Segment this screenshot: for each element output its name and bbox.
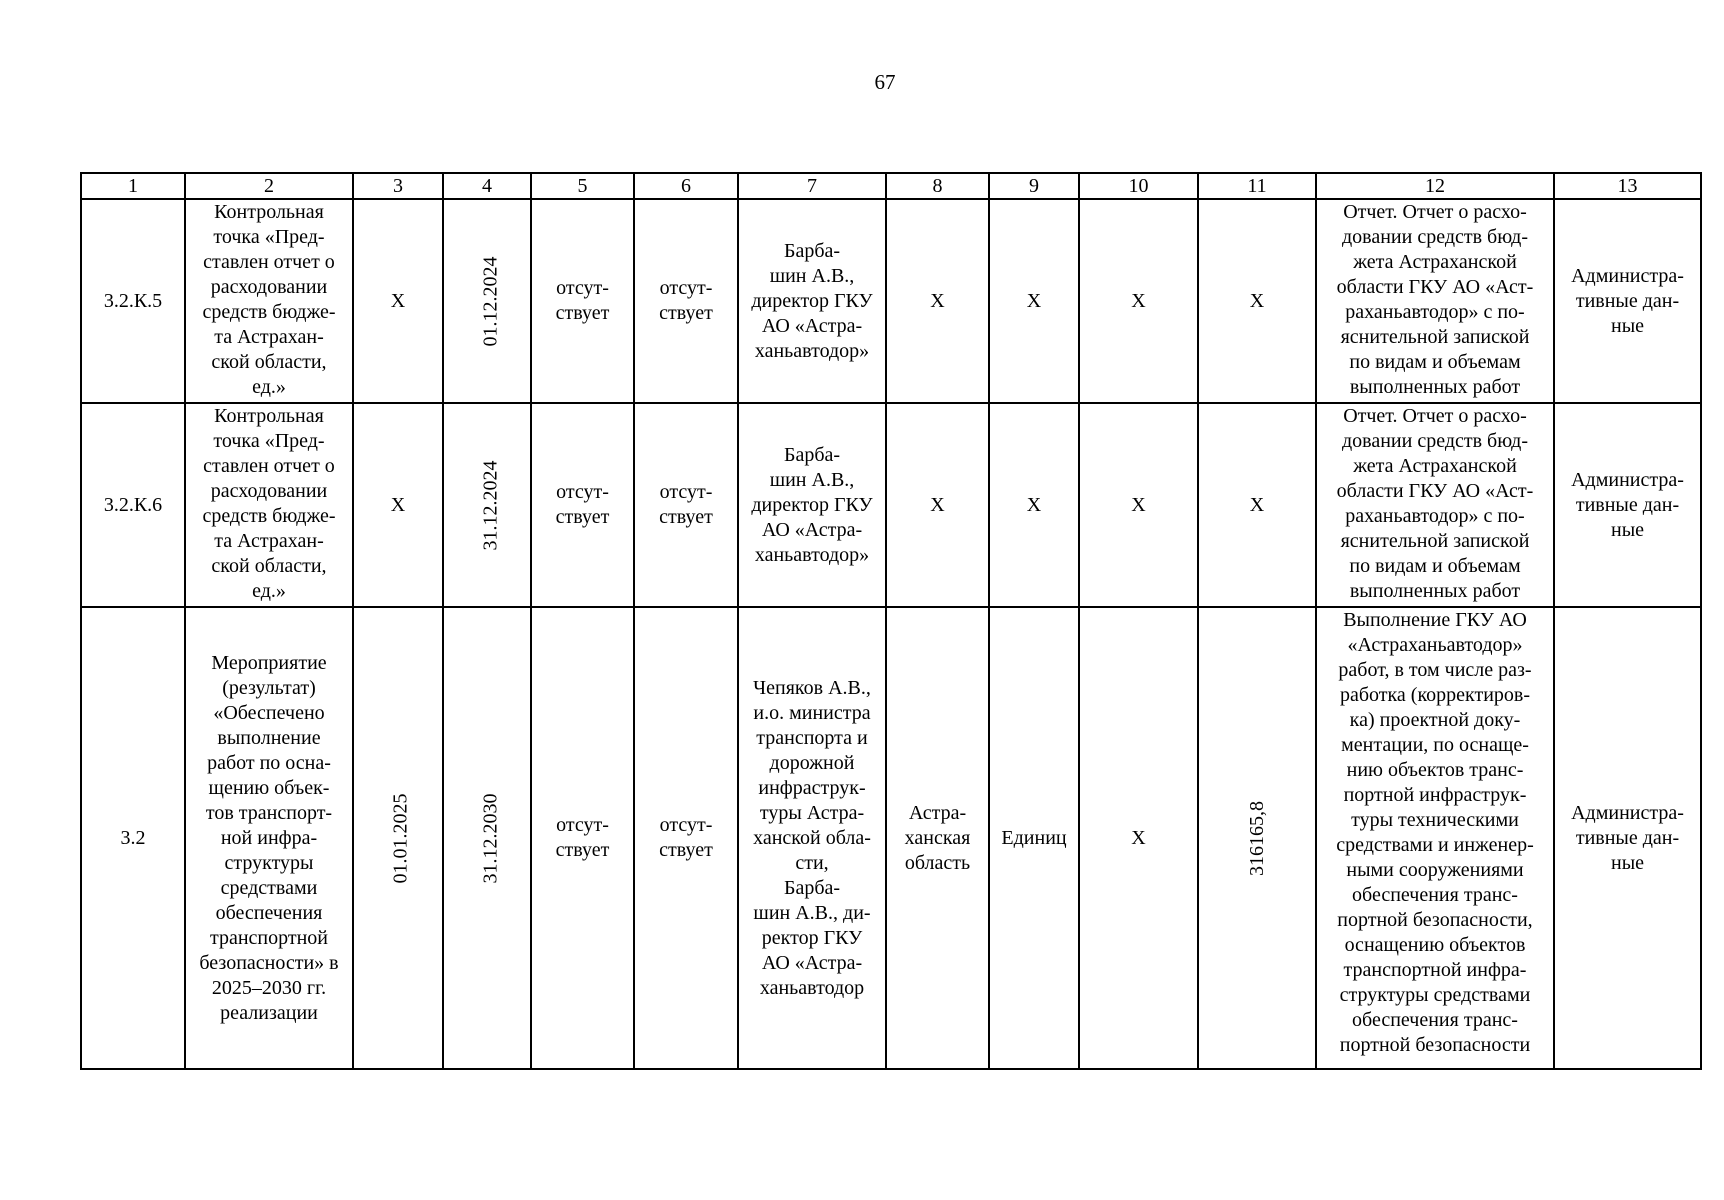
row-col11: X [1198, 199, 1316, 403]
row-col11: X [1198, 403, 1316, 607]
row-start: X [353, 403, 443, 607]
row-end-date: 01.12.2024 [479, 256, 502, 346]
table-row [81, 607, 1701, 1069]
row-col5: отсут- ствует [531, 403, 634, 607]
row-responsible: Чепяков А.В., и.о. министра транспорта и дорожной инфраструк- туры Астра- ханской обла- сти, Барба- шин А.В., ди- ректор ГКУ АО «Астра- ханьавтодор [738, 607, 886, 1069]
row-source: Администра- тивные дан- ные [1554, 199, 1701, 403]
row-col9: X [989, 199, 1079, 403]
row-id: 3.2 [81, 607, 185, 1069]
row-description: Выполнение ГКУ АО «Астраханьавтодор» работ, в том числе раз- работка (корректиров- ка) проектной доку- ментации, по оснаще- нию объектов транс- портной инфраструк- туры техническими средствами и инженер- ными сооружениями обеспечения транс- портной безопасности, оснащению объектов транспортной инфра- структуры средствами обеспечения транс- портной безопасности [1316, 607, 1554, 1069]
column-header: 6 [634, 173, 738, 199]
column-header: 9 [989, 173, 1079, 199]
row-id: 3.2.К.6 [81, 403, 185, 607]
document-table [80, 172, 1702, 1070]
row-source: Администра- тивные дан- ные [1554, 607, 1701, 1069]
row-col5: отсут- ствует [531, 607, 634, 1069]
row-col5: отсут- ствует [531, 199, 634, 403]
row-name: Мероприятие (результат) «Обеспечено выполнение работ по осна- щению объек- тов транспорт- ной инфра- структуры средствами обеспечения транспортной безопасности» в 2025–2030 гг. реализации [185, 607, 353, 1069]
column-header: 4 [443, 173, 531, 199]
row-end-date: 31.12.2030 [479, 793, 502, 883]
table-row [81, 199, 1701, 403]
row-name: Контрольная точка «Пред- ставлен отчет о расходовании средств бюдже- та Астрахан- ской области, ед.» [185, 199, 353, 403]
column-header: 3 [353, 173, 443, 199]
row-name: Контрольная точка «Пред- ставлен отчет о расходовании средств бюдже- та Астрахан- ской области, ед.» [185, 403, 353, 607]
row-start-date: 01.01.2025 [389, 793, 412, 883]
row-end-cell [443, 607, 531, 1069]
row-end-cell [443, 199, 531, 403]
column-header: 5 [531, 173, 634, 199]
column-header: 13 [1554, 173, 1701, 199]
column-header: 10 [1079, 173, 1198, 199]
row-col10: X [1079, 199, 1198, 403]
page-number: 67 [874, 70, 896, 94]
row-source: Администра- тивные дан- ные [1554, 403, 1701, 607]
row-end-cell [443, 403, 531, 607]
row-col6: отсут- ствует [634, 199, 738, 403]
row-col8: Астра- ханская область [886, 607, 989, 1069]
row-responsible: Барба- шин А.В., директор ГКУ АО «Астра- ханьавтодор» [738, 403, 886, 607]
column-header: 8 [886, 173, 989, 199]
row-col10: X [1079, 403, 1198, 607]
row-col8: X [886, 199, 989, 403]
row-start: X [353, 199, 443, 403]
column-header: 7 [738, 173, 886, 199]
row-responsible: Барба- шин А.В., директор ГКУ АО «Астра- ханьавтодор» [738, 199, 886, 403]
column-header: 12 [1316, 173, 1554, 199]
row-end-date: 31.12.2024 [479, 460, 502, 550]
header-row [81, 173, 1701, 199]
row-col9: X [989, 403, 1079, 607]
row-col9: Единиц [989, 607, 1079, 1069]
row-col11: 316165,8 [1245, 800, 1268, 876]
column-header: 11 [1198, 173, 1316, 199]
row-col11-cell [1198, 607, 1316, 1069]
row-start-cell [353, 607, 443, 1069]
column-header: 2 [185, 173, 353, 199]
row-col10: X [1079, 607, 1198, 1069]
row-description: Отчет. Отчет о расхо- довании средств бюд- жета Астраханской области ГКУ АО «Аст- раханьавтодор» с по- яснительной запиской по видам и объемам выполненных работ [1316, 403, 1554, 607]
row-id: 3.2.К.5 [81, 199, 185, 403]
column-header: 1 [81, 173, 185, 199]
row-description: Отчет. Отчет о расхо- довании средств бюд- жета Астраханской области ГКУ АО «Аст- раханьавтодор» с по- яснительной запиской по видам и объемам выполненных работ [1316, 199, 1554, 403]
row-col6: отсут- ствует [634, 607, 738, 1069]
row-col8: X [886, 403, 989, 607]
row-col6: отсут- ствует [634, 403, 738, 607]
table-row [81, 403, 1701, 607]
